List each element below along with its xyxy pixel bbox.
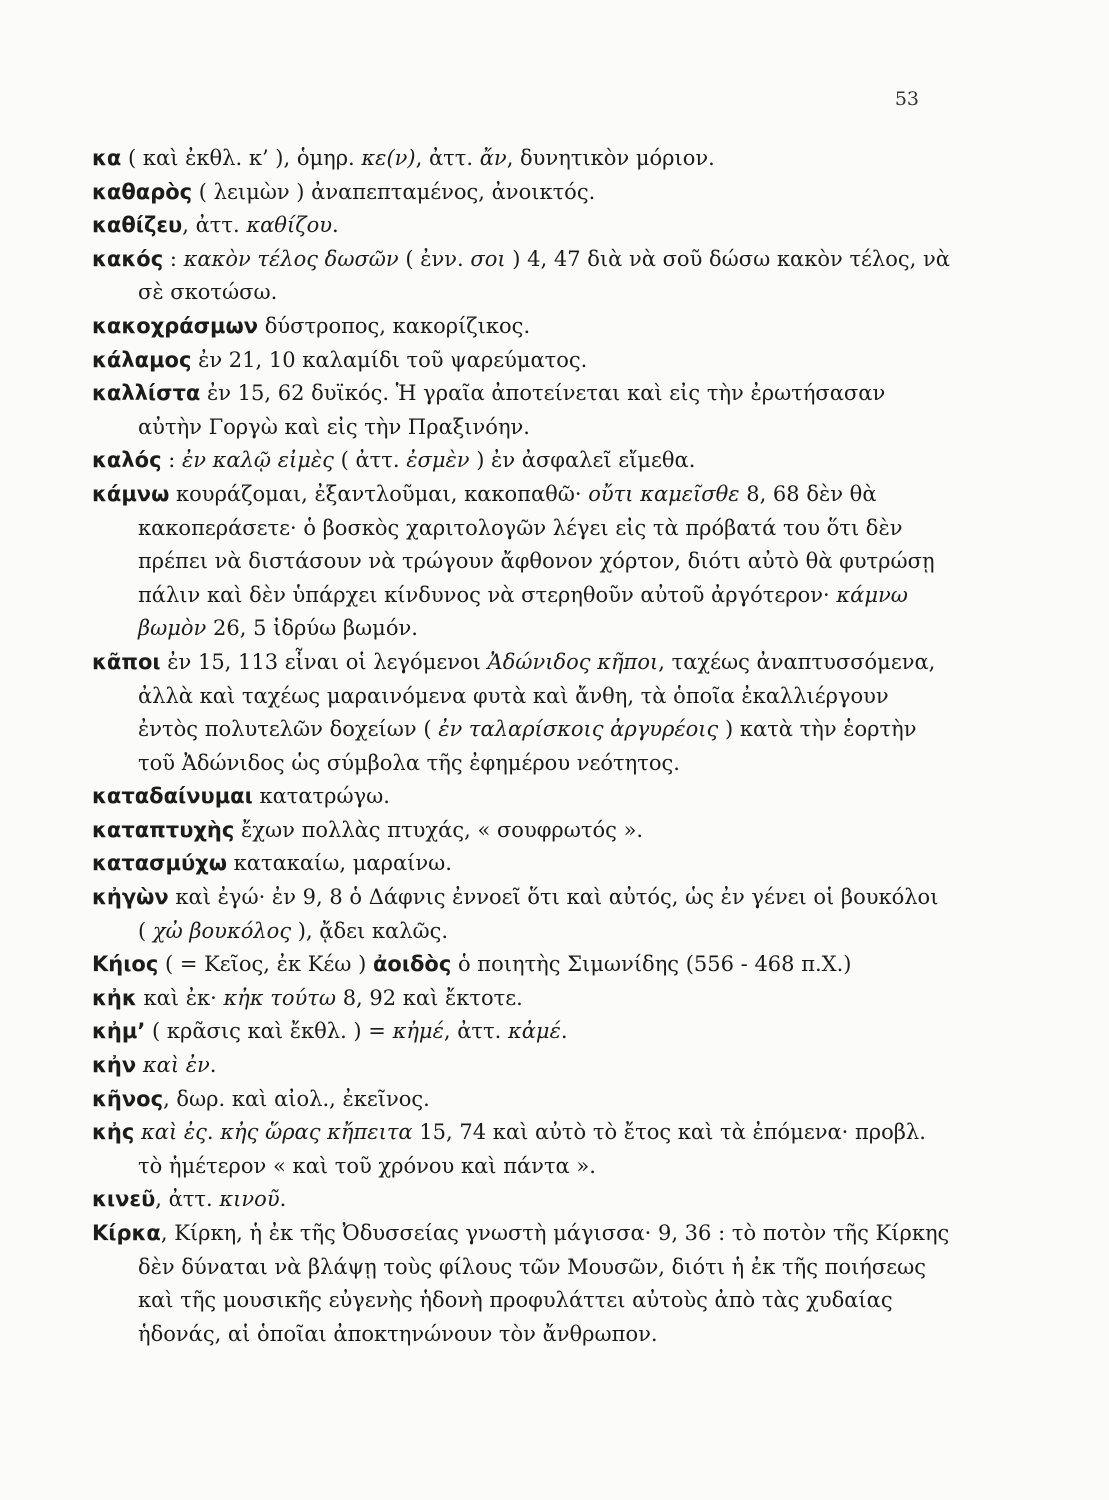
- definition-text: , ἀττ.: [182, 213, 247, 238]
- lexicon-entry: [92, 310, 952, 344]
- quoted-text: κἠς ὥρας κἤπειτα: [220, 1120, 413, 1145]
- definition-text: ) ἐν ἀσφαλεῖ εἴμεθα.: [469, 448, 696, 473]
- definition-text: .: [279, 1187, 287, 1212]
- definition-text: [134, 1120, 141, 1144]
- definition-text: , Κίρκη, ἡ ἐκ τῆς Ὀδυσσείας γνωστὴ μάγισσα· 9, 36 : τὸ ποτὸν τῆς Κίρκης δὲν δύναται νὰ βλάψῃ τοὺς φίλους τῶν Μουσῶν, διότι ἡ ἐκ τῆς ποιήσεως καὶ τῆς μουσικῆς εὐγενὴς ἡδονὴ προφυλάττει αὐτοὺς ἀπὸ τὰς χυδαίας ἡδονάς, αἱ ὁποῖαι ἀποκτηνώνουν τὸν ἄνθρωπον.: [138, 1221, 950, 1346]
- definition-text: .: [206, 1120, 221, 1145]
- quoted-text: καὶ ἐς: [141, 1120, 207, 1145]
- lexicon-entry: [92, 1049, 952, 1083]
- headword: καλλίστα: [92, 381, 201, 406]
- headword: καθίζευ: [92, 213, 183, 238]
- definition-text: ) κατὰ τὴν ἑορτὴν τοῦ Ἀδώνιδος ὡς σύμβολα τῆς ἐφημέρου νεότητος.: [138, 717, 917, 775]
- definition-text: ( καὶ ἐκθλ. κ’ ), ὁμηρ.: [121, 146, 362, 170]
- lexicon-entry: [92, 982, 952, 1016]
- headword: κακοχράσμων: [92, 313, 259, 338]
- definition-text: ἐν 15, 113 εἶναι οἱ λεγόμενοι: [160, 649, 488, 674]
- definition-text: 8, 92 καὶ ἔκτοτε.: [336, 985, 523, 1010]
- lexicon-entry: [92, 646, 952, 780]
- headword: κάμνω: [92, 481, 170, 506]
- headword: καλός: [92, 448, 162, 473]
- quoted-text: Ἀδώνιδος κῆποι: [487, 649, 659, 674]
- definition-text: καὶ ἐγώ· ἐν 9, 8 ὁ Δάφνις ἐννοεῖ ὅτι καὶ αὐτός, ὡς ἐν γένει οἱ βουκόλοι (: [138, 885, 939, 943]
- definition-text: 8, 68 δὲν θὰ κακοπεράσετε· ὁ βοσκὸς χαριτολογῶν λέγει εἰς τὰ πρόβατά του ὅτι δὲν πρέπει νὰ διστάσουν νὰ τρώγουν ἄφθονον χόρτον, διότι αὐτὸ θὰ φυτρώσῃ πάλιν καὶ δὲν ὑπάρχει κίνδυνος νὰ στερηθοῦν αὐτοῦ ἀργότερον·: [138, 481, 935, 607]
- definition-text: ( = Κεῖος, ἐκ Κέω ): [158, 952, 373, 977]
- headword: Κήιος: [92, 952, 159, 977]
- quoted-text: κινοῦ: [219, 1187, 280, 1212]
- definition-text: .: [560, 1019, 568, 1044]
- quoted-text: κε(ν): [361, 146, 416, 170]
- lexicon-entry: [92, 1183, 952, 1217]
- lexicon-entry: [92, 948, 952, 982]
- definition-text: [136, 1053, 143, 1077]
- headword: κακός: [92, 246, 164, 271]
- lexicon-entry: [92, 881, 952, 948]
- headword: καθαρὸς: [92, 179, 193, 204]
- headword: κινεῦ: [92, 1187, 156, 1212]
- quoted-text: καὶ ἐν: [142, 1053, 210, 1078]
- headword: κἠμ’: [92, 1019, 146, 1044]
- lexicon-entry: [92, 243, 952, 310]
- definition-text: κουράζομαι, ἐξαντλοῦμαι, κακοπαθῶ·: [169, 481, 589, 506]
- definition-text: 15, 74 καὶ αὐτὸ τὸ ἔτος καὶ τὰ ἐπόμενα· προβλ. τὸ ἡμέτερον « καὶ τοῦ χρόνου καὶ πάντα ».: [138, 1120, 926, 1178]
- definition-text: , ἀττ.: [415, 146, 480, 170]
- lexicon-entry: [92, 176, 952, 210]
- headword: κα: [92, 146, 122, 170]
- definition-text: .: [209, 1053, 217, 1078]
- definition-text: ὁ ποιητὴς Σιμωνίδης (556 - 468 π.Χ.): [451, 952, 852, 977]
- lexicon-entry: [92, 209, 952, 243]
- definition-text: ) 4, 47 διὰ νὰ σοῦ δώσω κακὸν τέλος, νὰ σὲ σκοτώσω.: [138, 246, 950, 305]
- definition-text: ( κρᾶσις καὶ ἔκθλ. ) =: [145, 1019, 393, 1044]
- lexicon-entry: [92, 142, 952, 176]
- lexicon-entry: [92, 1116, 952, 1183]
- quoted-text: σοι: [470, 246, 506, 271]
- lexicon-entry: [92, 814, 952, 848]
- quoted-text: κἀμέ: [507, 1019, 561, 1044]
- definition-text: , δωρ. καὶ αἰολ., ἐκεῖνος.: [163, 1086, 430, 1111]
- definition-text: 26, 5 ἱδρύω βωμόν.: [206, 616, 418, 641]
- definition-text: ), ᾄδει καλῶς.: [291, 918, 449, 943]
- headword: καταδαίνυμαι: [92, 784, 253, 809]
- headword: κατασμύχω: [92, 851, 227, 876]
- quoted-text: κἠκ τούτω: [223, 985, 337, 1010]
- lexicon-entry: [92, 847, 952, 881]
- definition-text: ἐν 21, 10 καλαμίδι τοῦ ψαρεύματος.: [191, 347, 588, 372]
- quoted-text: χὠ βουκόλος: [152, 918, 292, 943]
- lexicon-entry: [92, 444, 952, 478]
- headword: κάλαμος: [92, 347, 192, 372]
- lexicon-entry: [92, 780, 952, 814]
- quoted-text: κἠμέ: [392, 1019, 444, 1044]
- headword: κῆνος: [92, 1086, 164, 1111]
- headword: ἀοιδὸς: [372, 952, 452, 977]
- definition-text: .: [331, 213, 339, 238]
- definition-text: , ἀττ.: [155, 1187, 220, 1212]
- page-number: 53: [894, 88, 919, 110]
- quoted-text: κάμνω βωμὸν: [138, 582, 908, 641]
- quoted-text: ἐν ταλαρίσκοις ἀργυρέοις: [438, 717, 719, 742]
- quoted-text: οὔτι καμεῖσθε: [588, 481, 740, 506]
- definition-text: , ἀττ.: [443, 1019, 508, 1044]
- headword: Κίρκα: [92, 1221, 161, 1245]
- lexicon-entry: [92, 377, 952, 444]
- lexicon-entry: [92, 344, 952, 378]
- headword: κἠν: [92, 1053, 137, 1078]
- quoted-text: ἄν: [479, 146, 507, 170]
- quoted-text: ἐν καλῷ εἰμὲς: [181, 448, 334, 473]
- definition-text: κατακαίω, μαραίνω.: [226, 851, 452, 876]
- definition-text: ( ἐνν.: [398, 246, 471, 271]
- lexicon-entries: [92, 142, 952, 1351]
- definition-text: ( λειμὼν ) ἀναπεπταμένος, ἀνοικτός.: [192, 179, 596, 204]
- definition-text: , ταχέως ἀναπτυσσόμενα, ἀλλὰ καὶ ταχέως μαραινόμενα φυτὰ καὶ ἄνθη, τὰ ὁποῖα ἐκαλλιέργουν ἐντὸς πολυτελῶν δοχείων (: [138, 649, 936, 742]
- definition-text: καὶ ἐκ·: [136, 985, 224, 1010]
- headword: κἠς: [92, 1120, 135, 1145]
- headword: κἠκ: [92, 985, 137, 1010]
- definition-text: κατατρώγω.: [252, 784, 390, 809]
- quoted-text: ἐσμὲν: [406, 448, 470, 473]
- definition-text: :: [161, 448, 182, 473]
- lexicon-entry: [92, 1083, 952, 1117]
- lexicon-entry: [92, 1217, 952, 1351]
- lexicon-entry: [92, 1015, 952, 1049]
- quoted-text: καθίζου: [246, 213, 332, 238]
- definition-text: :: [163, 246, 184, 271]
- definition-text: ἔχων πολλὰς πτυχάς, « σουφρωτός ».: [234, 817, 644, 842]
- lexicon-entry: [92, 478, 952, 646]
- definition-text: ( ἀττ.: [333, 448, 407, 473]
- definition-text: , δυνητικὸν μόριον.: [506, 146, 715, 170]
- headword: κᾶποι: [92, 649, 161, 674]
- definition-text: δύστροπος, κακορίζικος.: [258, 313, 531, 338]
- definition-text: ἐν 15, 62 δυϊκός. Ἡ γραῖα ἀποτείνεται καὶ εἰς τὴν ἐρωτήσασαν αὐτὴν Γοργὼ καὶ εἰς τὴν Πραξινόην.: [138, 381, 886, 439]
- headword: καταπτυχὴς: [92, 817, 235, 842]
- headword: κἠγὼν: [92, 885, 169, 910]
- quoted-text: κακὸν τέλος δωσῶν: [183, 246, 399, 271]
